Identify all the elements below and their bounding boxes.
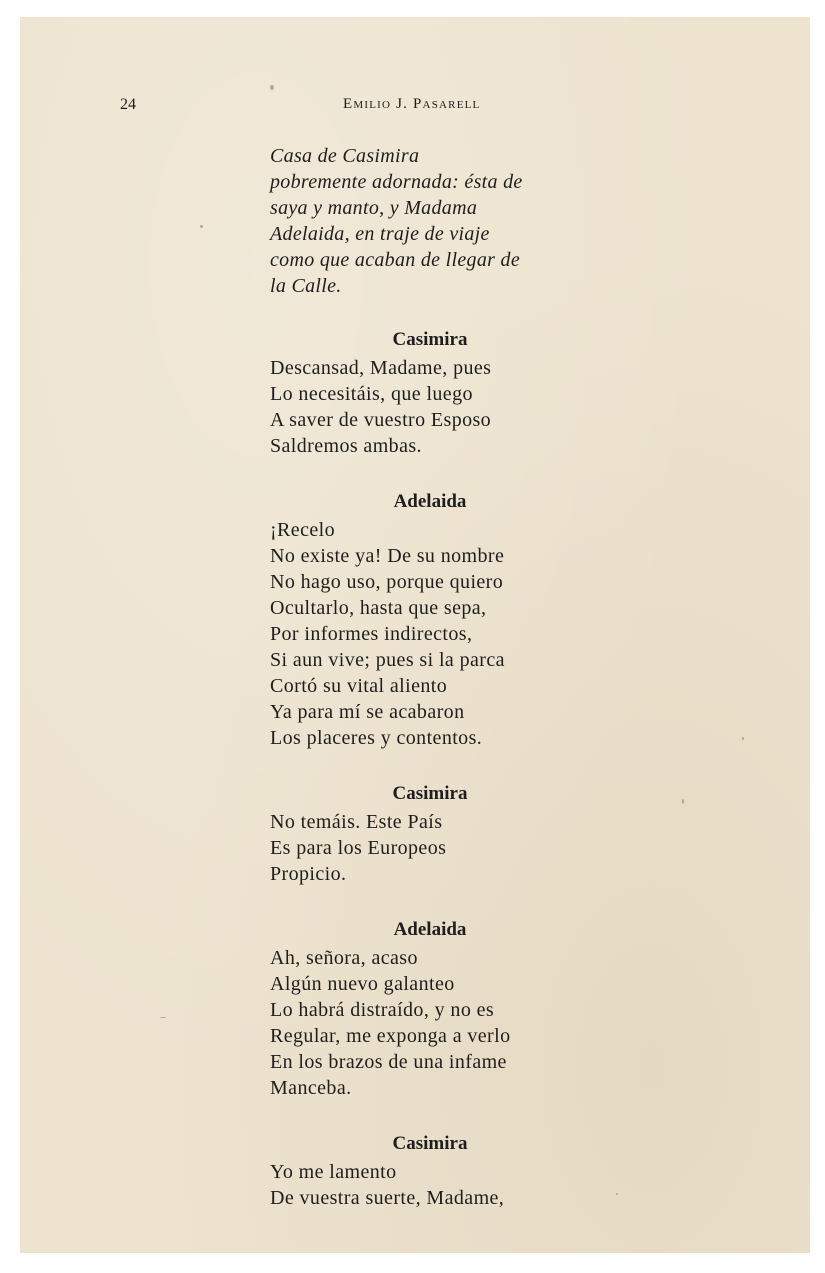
ink-speck (742, 737, 744, 740)
play-text (270, 143, 590, 1241)
verse-line: Descansad, Madame, pues (270, 357, 492, 379)
ink-speck (200, 225, 203, 228)
verse-line: Lo habrá distraído, y no es (270, 999, 495, 1021)
verse-line: Saldremos ambas. (270, 435, 422, 457)
ink-speck (270, 85, 274, 90)
verse-line: Es para los Europeos (270, 837, 447, 859)
ink-speck (682, 799, 684, 804)
speech (270, 809, 590, 887)
stage-direction (270, 143, 590, 299)
verse-line: Ah, señora, acaso (270, 947, 418, 969)
verse-line: En los brazos de una infame (270, 1051, 507, 1073)
verse-line: Por informes indirectos, (270, 623, 473, 645)
verse-line: Cortó su vital aliento (270, 675, 448, 697)
verse-line: Yo me lamento (270, 1161, 397, 1183)
speaker-name: Casimira (392, 329, 468, 350)
ink-speck (616, 1193, 618, 1195)
verse-line: Manceba. (270, 1077, 352, 1099)
verse-line: Ya para mí se acabaron (270, 701, 465, 723)
stage-direction-line: pobremente adornada: ésta de (270, 171, 523, 193)
verse-line: No temáis. Este País (270, 811, 443, 833)
verse-line: Los placeres y contentos. (270, 727, 483, 749)
stage-direction-line: Adelaida, en traje de viaje (270, 223, 490, 245)
verse-line: Ocultarlo, hasta que sepa, (270, 597, 487, 619)
verse-line: No hago uso, porque quiero (270, 571, 504, 593)
running-header (0, 96, 825, 118)
page-number: 24 (120, 96, 136, 113)
verse-line: No existe ya! De su nombre (270, 545, 505, 567)
stage-direction-line: saya y manto, y Madama (270, 197, 478, 219)
verse-line: Propicio. (270, 863, 347, 885)
stage-direction-line: la Calle. (270, 275, 342, 297)
speech (270, 517, 590, 751)
verse-line: ¡Recelo (270, 519, 335, 541)
verse-line: A saver de vuestro Esposo (270, 409, 492, 431)
speaker-name: Casimira (392, 783, 468, 804)
stage-direction-line: Casa de Casimira (270, 145, 420, 167)
verse-line: Lo necesitáis, que luego (270, 383, 473, 405)
running-title: Emilio J. Pasarell (343, 96, 481, 112)
ink-speck (160, 1017, 166, 1018)
stage-direction-line: como que acaban de llegar de (270, 249, 521, 271)
verse-line: Regular, me exponga a verlo (270, 1025, 511, 1047)
speech (270, 355, 590, 459)
verse-line: De vuestra suerte, Madame, (270, 1187, 505, 1209)
verse-line: Algún nuevo galanteo (270, 973, 455, 995)
speech (270, 945, 590, 1101)
speaker-name: Adelaida (393, 919, 467, 940)
speaker-name: Adelaida (393, 491, 467, 512)
speech (270, 1159, 590, 1211)
speaker-name: Casimira (392, 1133, 468, 1154)
verse-line: Si aun vive; pues si la parca (270, 649, 505, 671)
